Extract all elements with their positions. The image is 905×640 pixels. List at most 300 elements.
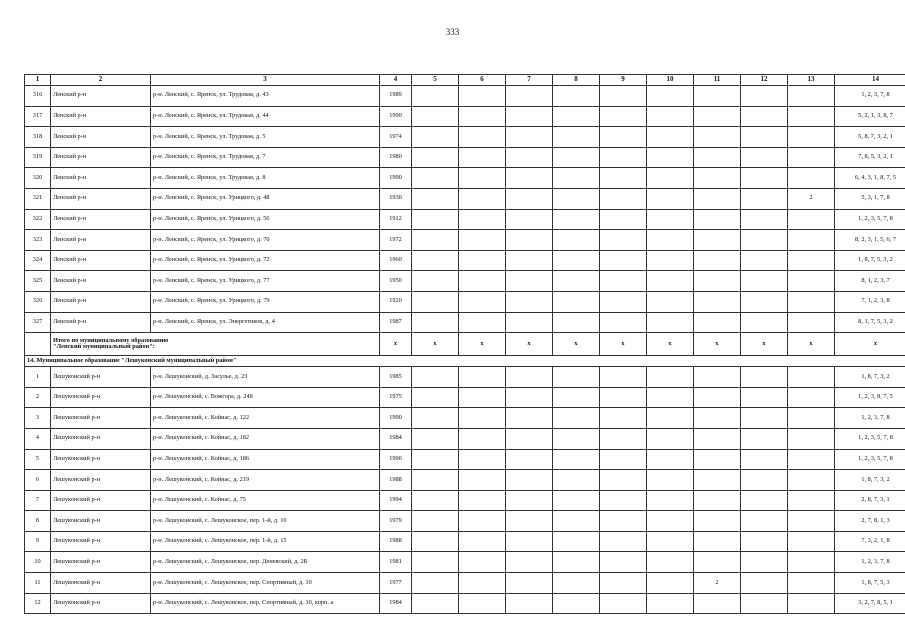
address-cell: р-н. Лешуконский, с. Вожгора, д. 248 xyxy=(151,387,380,408)
value-cell xyxy=(694,490,741,511)
value-cell xyxy=(459,449,506,470)
value-cell xyxy=(741,250,788,271)
value-cell xyxy=(647,291,694,312)
value-cell xyxy=(647,573,694,594)
value-cell xyxy=(694,552,741,573)
value-cell xyxy=(647,470,694,491)
value-cell xyxy=(506,271,553,292)
header-cell: 7 xyxy=(506,75,553,86)
value-cell xyxy=(741,490,788,511)
year-cell: 1981 xyxy=(380,552,412,573)
value-cell xyxy=(741,511,788,532)
address-cell: р-н. Лешуконский, с. Койнас, д. 122 xyxy=(151,408,380,429)
total-label-line2: "Ленский муниципальный район": xyxy=(53,343,155,351)
year-cell: 1990 xyxy=(380,449,412,470)
district-cell: Лешуконский р-н xyxy=(51,531,151,552)
value-cell xyxy=(412,106,459,127)
value-cell xyxy=(694,511,741,532)
value-cell xyxy=(553,367,600,388)
value-cell xyxy=(741,367,788,388)
value-cell xyxy=(694,470,741,491)
header-cell: 6 xyxy=(459,75,506,86)
year-cell: 1984 xyxy=(380,593,412,614)
value-cell xyxy=(506,552,553,573)
row-number: 324 xyxy=(25,250,51,271)
row-number: 326 xyxy=(25,291,51,312)
address-cell: р-н. Лешуконский, с. Койнас, д. 182 xyxy=(151,428,380,449)
row-number: 323 xyxy=(25,230,51,251)
value-cell xyxy=(600,449,647,470)
value-cell xyxy=(459,250,506,271)
district-cell: Ленский р-н xyxy=(51,106,151,127)
address-cell: р-н. Лешуконский, с. Лешуконское, пер. Деневский, д. 2Б xyxy=(151,552,380,573)
value-cell xyxy=(459,408,506,429)
value-cell xyxy=(788,531,835,552)
value-cell xyxy=(600,188,647,209)
table-row xyxy=(25,230,905,251)
value-cell xyxy=(694,86,741,107)
address-cell: р-н. Лешуконский, с. Лешуконское, пер. Спортивный, д. 10, корп. а xyxy=(151,593,380,614)
value-cell xyxy=(647,271,694,292)
address-cell: р-н. Лешуконский, с. Лешуконское, пер. 1-й, д. 15 xyxy=(151,531,380,552)
table-row xyxy=(25,312,905,333)
value-cell xyxy=(788,428,835,449)
value-cell xyxy=(694,250,741,271)
page-number: 333 xyxy=(445,27,460,37)
total-mark: x xyxy=(647,333,694,356)
value-cell xyxy=(600,490,647,511)
row-number: 12 xyxy=(25,593,51,614)
value-cell xyxy=(788,511,835,532)
value-cell xyxy=(647,490,694,511)
value-cell xyxy=(694,188,741,209)
value-cell xyxy=(741,209,788,230)
value-cell xyxy=(600,271,647,292)
value-cell xyxy=(741,291,788,312)
header-row xyxy=(25,75,905,86)
address-cell: р-н. Лешуконский, с. Койнас, д. 75 xyxy=(151,490,380,511)
value-cell xyxy=(412,511,459,532)
value-cell xyxy=(694,209,741,230)
value-cell xyxy=(694,271,741,292)
codes-cell: 1, 8, 7, 5, 3 xyxy=(835,573,905,594)
value-cell xyxy=(600,387,647,408)
value-cell xyxy=(459,490,506,511)
district-cell: Ленский р-н xyxy=(51,312,151,333)
value-cell xyxy=(553,230,600,251)
value-cell xyxy=(506,250,553,271)
value-cell xyxy=(788,106,835,127)
value-cell xyxy=(741,188,788,209)
codes-cell: 1, 8, 7, 3, 2 xyxy=(835,367,905,388)
value-cell xyxy=(459,428,506,449)
address-cell: р-н. Ленский, с. Яренск, ул. Энергетиков, д. 4 xyxy=(151,312,380,333)
value-cell xyxy=(694,147,741,168)
address-cell: р-н. Лешуконский, с. Лешуконское, пер. 1-й, д. 10 xyxy=(151,511,380,532)
value-cell xyxy=(506,291,553,312)
value-cell xyxy=(412,147,459,168)
value-cell xyxy=(788,209,835,230)
value-cell xyxy=(694,312,741,333)
table-row xyxy=(25,552,905,573)
table-row xyxy=(25,470,905,491)
total-mark: x xyxy=(553,333,600,356)
table-row xyxy=(25,291,905,312)
total-mark: x xyxy=(459,333,506,356)
value-cell xyxy=(647,250,694,271)
value-cell xyxy=(459,106,506,127)
value-cell xyxy=(459,387,506,408)
value-cell xyxy=(741,127,788,148)
value-cell xyxy=(600,168,647,189)
value-cell xyxy=(647,511,694,532)
table-row xyxy=(25,511,905,532)
value-cell xyxy=(412,312,459,333)
value-cell xyxy=(647,168,694,189)
codes-cell: 5, 8, 7, 3, 2, 1 xyxy=(835,127,905,148)
value-cell xyxy=(694,367,741,388)
value-cell xyxy=(553,470,600,491)
value-cell xyxy=(553,552,600,573)
address-cell: р-н. Ленский, с. Яренск, ул. Трудовая, д. 5 xyxy=(151,127,380,148)
total-row xyxy=(25,333,905,356)
value-cell xyxy=(788,367,835,388)
address-cell: р-н. Ленский, с. Яренск, ул. Урицкого, д. 48 xyxy=(151,188,380,209)
value-cell xyxy=(694,531,741,552)
row-number: 3 xyxy=(25,408,51,429)
row-number: 327 xyxy=(25,312,51,333)
table-row xyxy=(25,250,905,271)
value-cell xyxy=(647,209,694,230)
district-cell: Ленский р-н xyxy=(51,168,151,189)
value-cell xyxy=(600,593,647,614)
row-number: 10 xyxy=(25,552,51,573)
value-cell xyxy=(459,291,506,312)
value-cell xyxy=(647,593,694,614)
table-row xyxy=(25,428,905,449)
value-cell xyxy=(788,490,835,511)
row-number: 320 xyxy=(25,168,51,189)
district-cell: Ленский р-н xyxy=(51,147,151,168)
value-cell xyxy=(412,449,459,470)
value-cell xyxy=(412,387,459,408)
total-mark: x xyxy=(741,333,788,356)
address-cell: р-н. Ленский, с. Яренск, ул. Трудовая, д. 8 xyxy=(151,168,380,189)
table-row xyxy=(25,531,905,552)
value-cell xyxy=(694,593,741,614)
value-cell xyxy=(553,490,600,511)
value-cell xyxy=(459,271,506,292)
value-cell xyxy=(553,593,600,614)
value-cell xyxy=(553,408,600,429)
value-cell xyxy=(600,230,647,251)
houses-table xyxy=(24,74,905,614)
row-number: 319 xyxy=(25,147,51,168)
value-cell xyxy=(459,367,506,388)
value-cell xyxy=(553,271,600,292)
district-cell: Ленский р-н xyxy=(51,188,151,209)
value-cell xyxy=(741,573,788,594)
district-cell: Лешуконский р-н xyxy=(51,408,151,429)
table-row xyxy=(25,408,905,429)
district-cell: Ленский р-н xyxy=(51,86,151,107)
value-cell xyxy=(741,449,788,470)
address-cell: р-н. Ленский, с. Яренск, ул. Трудовая, д. 43 xyxy=(151,86,380,107)
year-cell: 1988 xyxy=(380,531,412,552)
value-cell xyxy=(788,387,835,408)
value-cell xyxy=(459,573,506,594)
value-cell xyxy=(741,312,788,333)
value-cell xyxy=(741,593,788,614)
year-cell: 1984 xyxy=(380,428,412,449)
district-cell: Ленский р-н xyxy=(51,209,151,230)
codes-cell: 3, 2, 7, 8, 5, 1 xyxy=(835,593,905,614)
value-cell xyxy=(506,209,553,230)
row-number: 9 xyxy=(25,531,51,552)
codes-cell: 2, 8, 7, 3, 1 xyxy=(835,490,905,511)
section-title: 14. Муниципальное образование "Лешуконский муниципальный район" xyxy=(25,356,905,367)
total-mark: x xyxy=(788,333,835,356)
value-cell xyxy=(506,147,553,168)
table-row xyxy=(25,387,905,408)
district-cell: Лешуконский р-н xyxy=(51,490,151,511)
year-cell: 1950 xyxy=(380,271,412,292)
year-cell: 1975 xyxy=(380,387,412,408)
district-cell: Ленский р-н xyxy=(51,291,151,312)
row-number: 2 xyxy=(25,387,51,408)
value-cell xyxy=(741,86,788,107)
codes-cell: 1, 2, 3, 7, 8 xyxy=(835,86,905,107)
codes-cell: 1, 2, 3, 7, 8 xyxy=(835,408,905,429)
value-cell xyxy=(459,312,506,333)
value-cell xyxy=(600,531,647,552)
total-label xyxy=(51,333,380,356)
codes-cell: 8, 1, 2, 3, 7 xyxy=(835,271,905,292)
value-cell xyxy=(412,230,459,251)
value-cell xyxy=(553,86,600,107)
value-cell xyxy=(694,387,741,408)
codes-cell: 1, 2, 3, 7, 8 xyxy=(835,552,905,573)
header-cell: 14 xyxy=(835,75,905,86)
row-number: 322 xyxy=(25,209,51,230)
table-row xyxy=(25,271,905,292)
value-cell xyxy=(459,593,506,614)
value-cell xyxy=(459,168,506,189)
value-cell xyxy=(506,408,553,429)
header-cell: 10 xyxy=(647,75,694,86)
codes-cell: 7, 1, 2, 3, 8 xyxy=(835,291,905,312)
value-cell xyxy=(741,106,788,127)
table-row xyxy=(25,209,905,230)
value-cell xyxy=(788,271,835,292)
district-cell: Лешуконский р-н xyxy=(51,593,151,614)
value-cell xyxy=(741,271,788,292)
header-cell: 4 xyxy=(380,75,412,86)
row-number: 6 xyxy=(25,470,51,491)
value-cell xyxy=(553,147,600,168)
codes-cell: 7, 8, 5, 3, 2, 1 xyxy=(835,147,905,168)
value-cell xyxy=(412,552,459,573)
value-cell xyxy=(694,408,741,429)
value-cell xyxy=(412,86,459,107)
table-row xyxy=(25,86,905,107)
table-row xyxy=(25,188,905,209)
year-cell: 1920 xyxy=(380,291,412,312)
codes-cell: 5, 2, 1, 3, 8, 7 xyxy=(835,106,905,127)
codes-cell: 1, 2, 3, 5, 7, 8 xyxy=(835,449,905,470)
year-cell: 1990 xyxy=(380,408,412,429)
header-cell: 2 xyxy=(51,75,151,86)
value-cell xyxy=(600,106,647,127)
table-row xyxy=(25,127,905,148)
total-mark: x xyxy=(412,333,459,356)
district-cell: Лешуконский р-н xyxy=(51,511,151,532)
table-row xyxy=(25,490,905,511)
value-cell xyxy=(506,470,553,491)
value-cell xyxy=(553,188,600,209)
value-cell xyxy=(553,387,600,408)
value-cell xyxy=(412,573,459,594)
row-number: 316 xyxy=(25,86,51,107)
district-cell: Ленский р-н xyxy=(51,230,151,251)
table-row xyxy=(25,168,905,189)
value-cell xyxy=(600,86,647,107)
value-cell xyxy=(412,470,459,491)
value-cell xyxy=(412,291,459,312)
value-cell xyxy=(694,168,741,189)
value-cell xyxy=(647,106,694,127)
row-number: 317 xyxy=(25,106,51,127)
value-cell xyxy=(553,312,600,333)
value-cell xyxy=(694,291,741,312)
header-cell: 8 xyxy=(553,75,600,86)
value-cell xyxy=(741,147,788,168)
value-cell xyxy=(412,250,459,271)
value-cell xyxy=(741,531,788,552)
value-cell xyxy=(553,291,600,312)
year-cell: 1987 xyxy=(380,312,412,333)
value-cell xyxy=(600,291,647,312)
value-cell xyxy=(459,86,506,107)
value-cell xyxy=(647,312,694,333)
value-cell xyxy=(506,387,553,408)
value-cell xyxy=(412,127,459,148)
year-cell: 1972 xyxy=(380,230,412,251)
value-cell xyxy=(459,470,506,491)
total-mark: x xyxy=(694,333,741,356)
codes-cell: 8, 1, 7, 5, 3, 2 xyxy=(835,312,905,333)
total-label-line1: Итого по муниципальному образованию xyxy=(53,336,169,344)
value-cell xyxy=(741,428,788,449)
value-cell xyxy=(506,86,553,107)
value-cell xyxy=(459,230,506,251)
value-cell xyxy=(788,168,835,189)
value-cell: 2 xyxy=(788,188,835,209)
value-cell xyxy=(412,271,459,292)
value-cell xyxy=(412,188,459,209)
year-cell: 1980 xyxy=(380,147,412,168)
value-cell xyxy=(600,209,647,230)
value-cell xyxy=(647,449,694,470)
value-cell xyxy=(647,428,694,449)
codes-cell: 1, 2, 3, 5, 7, 8 xyxy=(835,428,905,449)
row-number: 1 xyxy=(25,367,51,388)
value-cell xyxy=(459,209,506,230)
table-row xyxy=(25,367,905,388)
value-cell xyxy=(647,531,694,552)
value-cell xyxy=(788,147,835,168)
value-cell xyxy=(788,230,835,251)
total-mark: x xyxy=(506,333,553,356)
value-cell xyxy=(741,552,788,573)
header-cell: 9 xyxy=(600,75,647,86)
district-cell: Лешуконский р-н xyxy=(51,367,151,388)
codes-cell: 2, 7, 8, 1, 3 xyxy=(835,511,905,532)
value-cell xyxy=(788,470,835,491)
value-cell: 2 xyxy=(694,573,741,594)
value-cell xyxy=(694,106,741,127)
value-cell xyxy=(553,511,600,532)
address-cell: р-н. Ленский, с. Яренск, ул. Урицкого, д. 70 xyxy=(151,230,380,251)
value-cell xyxy=(600,428,647,449)
year-cell: 1979 xyxy=(380,511,412,532)
value-cell xyxy=(506,230,553,251)
year-cell: 1989 xyxy=(380,86,412,107)
value-cell xyxy=(553,531,600,552)
year-cell: 1912 xyxy=(380,209,412,230)
value-cell xyxy=(741,387,788,408)
value-cell xyxy=(600,250,647,271)
value-cell xyxy=(741,408,788,429)
value-cell xyxy=(459,188,506,209)
value-cell xyxy=(600,312,647,333)
value-cell xyxy=(459,531,506,552)
address-cell: р-н. Лешуконский, с. Лешуконское, пер. Спортивный, д. 10 xyxy=(151,573,380,594)
value-cell xyxy=(788,312,835,333)
year-cell: 1990 xyxy=(380,106,412,127)
value-cell xyxy=(741,230,788,251)
codes-cell: 7, 3, 2, 1, 8 xyxy=(835,531,905,552)
empty-cell xyxy=(25,333,51,356)
year-cell: 1988 xyxy=(380,470,412,491)
table-row xyxy=(25,147,905,168)
value-cell xyxy=(553,209,600,230)
district-cell: Лешуконский р-н xyxy=(51,428,151,449)
value-cell xyxy=(600,367,647,388)
value-cell xyxy=(412,593,459,614)
value-cell xyxy=(788,86,835,107)
address-cell: р-н. Ленский, с. Яренск, ул. Урицкого, д. 77 xyxy=(151,271,380,292)
value-cell xyxy=(647,147,694,168)
address-cell: р-н. Ленский, с. Яренск, ул. Урицкого, д. 72 xyxy=(151,250,380,271)
table-row xyxy=(25,573,905,594)
row-number: 318 xyxy=(25,127,51,148)
district-cell: Лешуконский р-н xyxy=(51,387,151,408)
value-cell xyxy=(553,573,600,594)
year-cell: 1985 xyxy=(380,367,412,388)
district-cell: Ленский р-н xyxy=(51,127,151,148)
table-row xyxy=(25,106,905,127)
year-cell: 1990 xyxy=(380,168,412,189)
value-cell xyxy=(506,312,553,333)
total-mark: x xyxy=(380,333,412,356)
value-cell xyxy=(412,428,459,449)
value-cell xyxy=(647,127,694,148)
value-cell xyxy=(506,428,553,449)
value-cell xyxy=(788,127,835,148)
codes-cell: 1, 8, 7, 5, 3, 2 xyxy=(835,250,905,271)
value-cell xyxy=(741,168,788,189)
